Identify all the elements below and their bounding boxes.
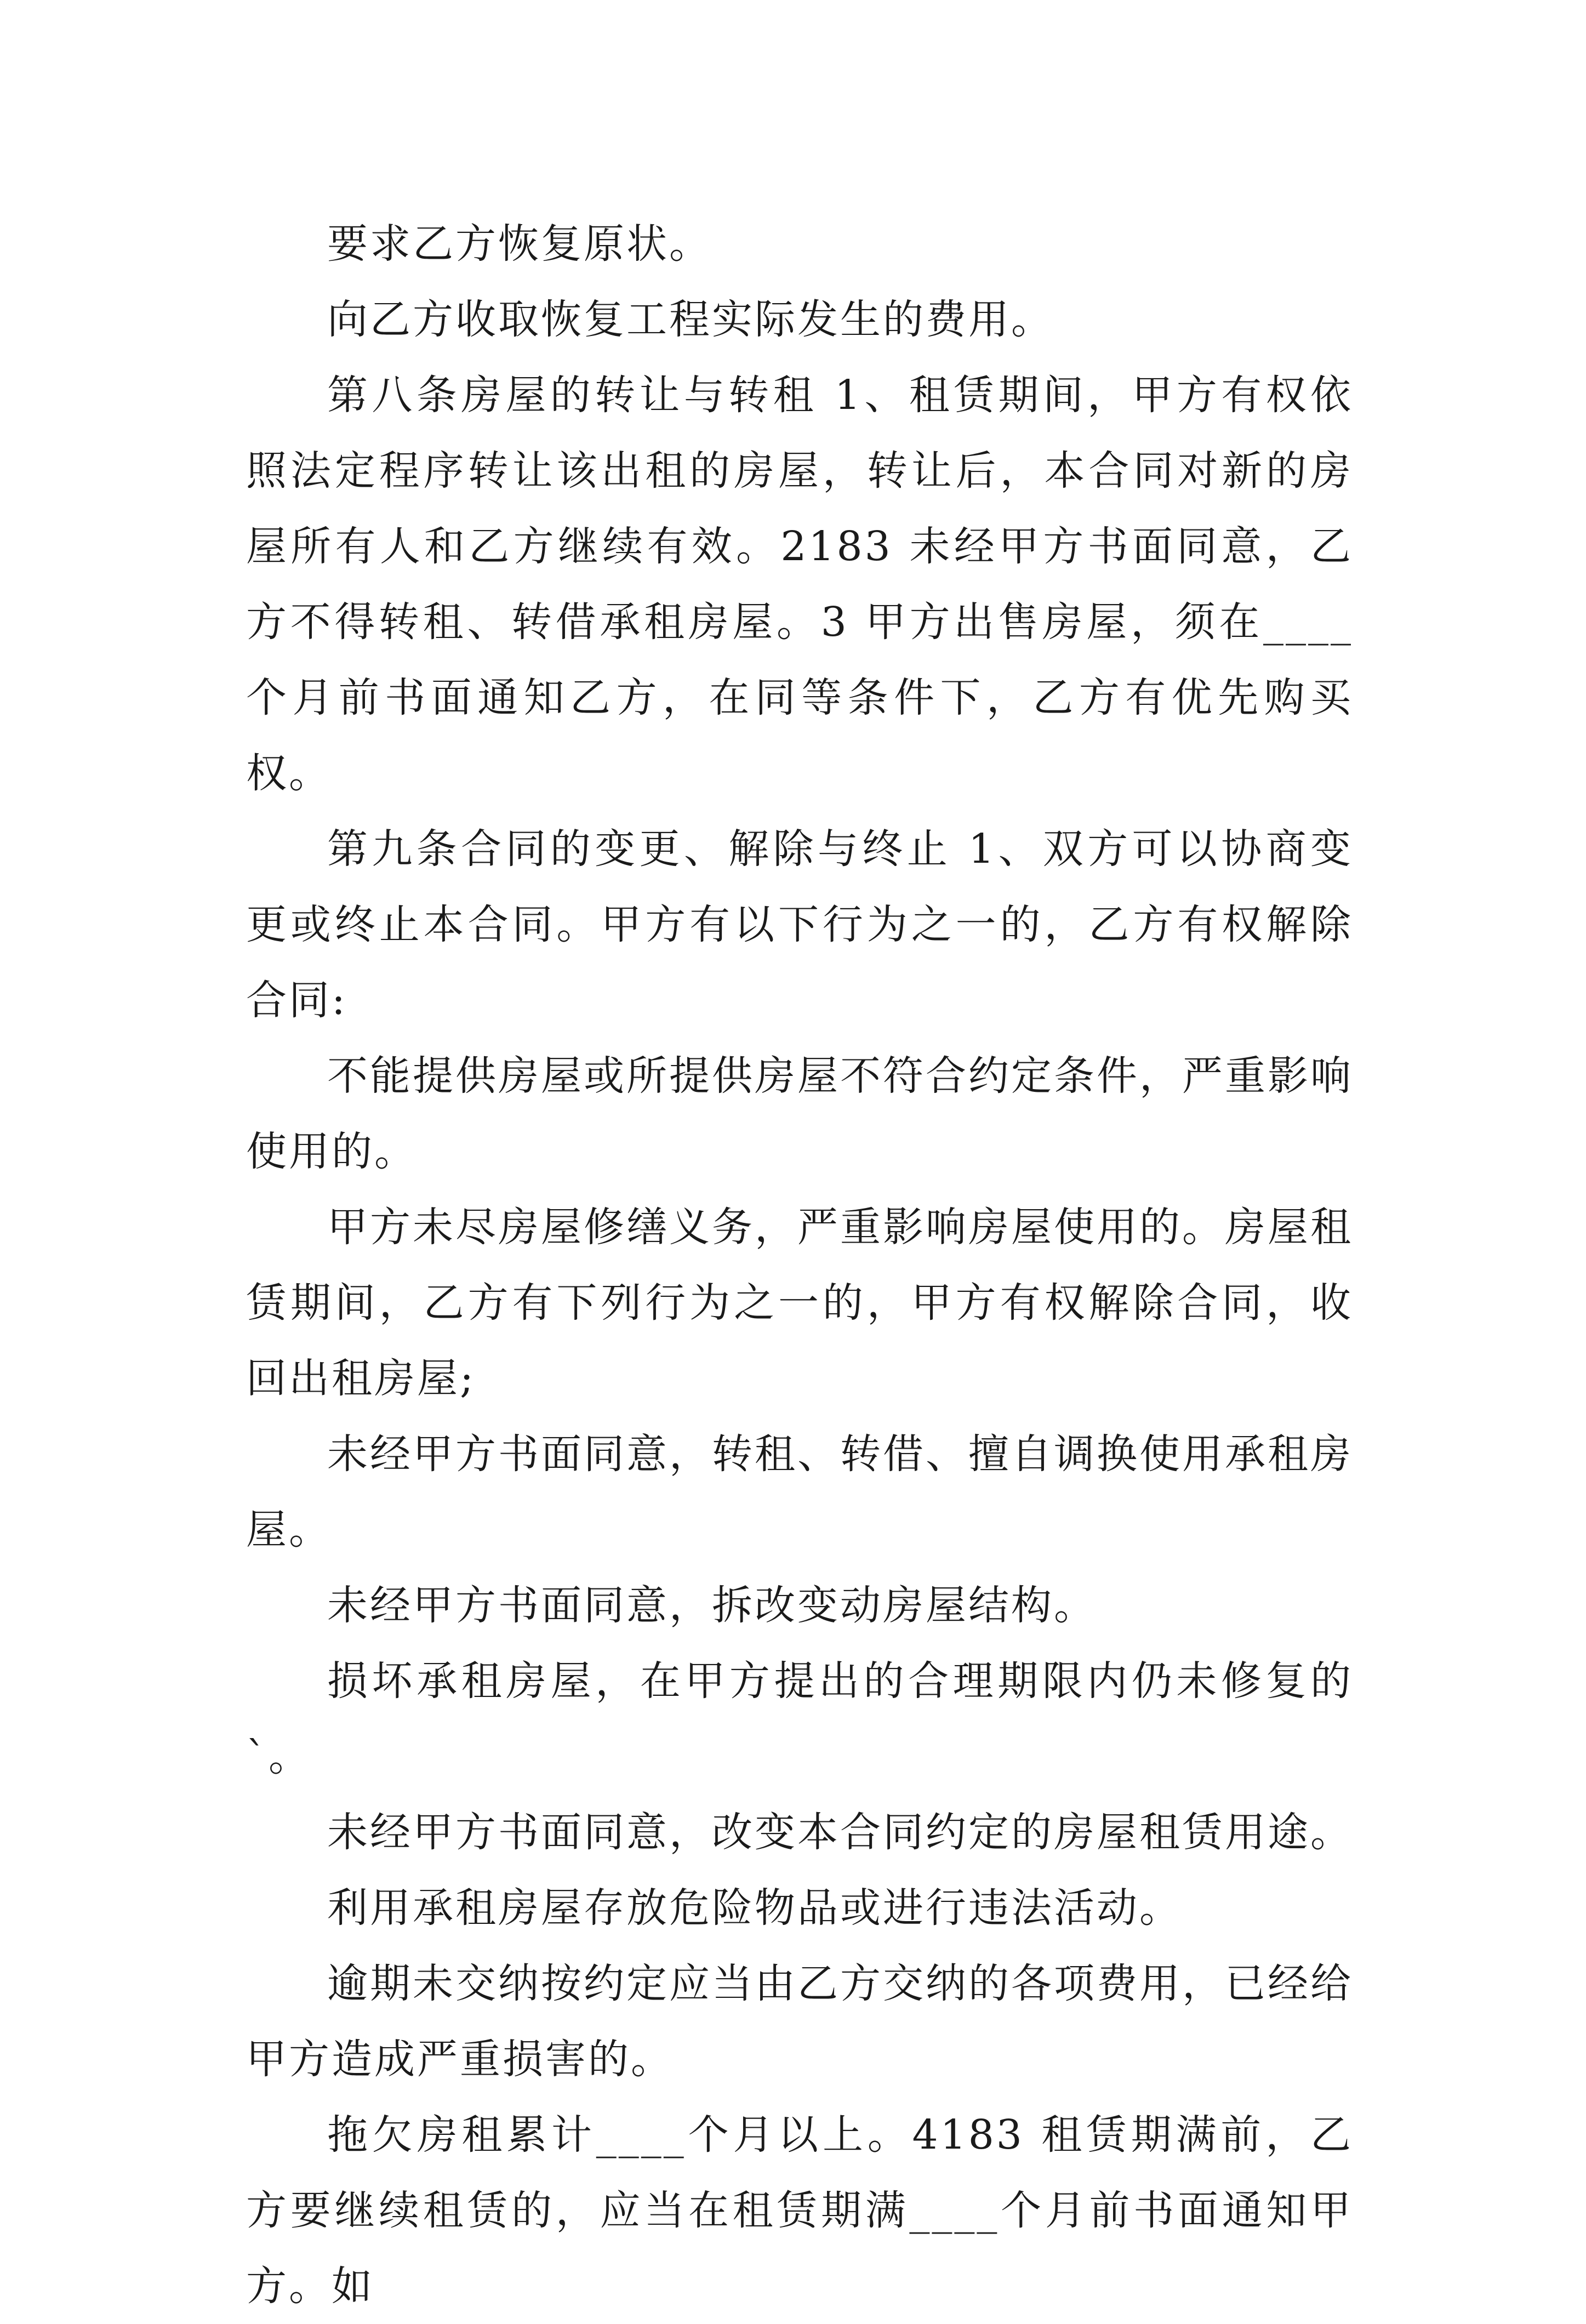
paragraph-restore-cost: 向乙方收取恢复工程实际发生的费用。 (327, 296, 1054, 343)
paragraph-rent-arrears: 拖欠房租累计____个月以上。4183 租赁期满前，乙方要继续租赁的，应当在租赁期满____个月前书面通知甲方。如 (246, 2111, 1353, 2310)
document-body (246, 206, 1353, 2324)
paragraph-no-housing: 不能提供房屋或所提供房屋不符合约定条件，严重影响使用的。 (246, 1052, 1353, 1175)
paragraph-repair-duty: 甲方未尽房屋修缮义务，严重影响房屋使用的。房屋租赁期间，乙方有下列行为之一的，甲方有权解除合同，收回出租房屋; (246, 1204, 1353, 1402)
paragraph-article-9: 第九条合同的变更、解除与终止 1、双方可以协商变更或终止本合同。甲方有以下行为之一的，乙方有权解除合同: (246, 825, 1353, 1024)
paragraph-hazardous: 利用承租房屋存放危险物品或进行违法活动。 (327, 1884, 1182, 1932)
paragraph-restore-original: 要求乙方恢复原状。 (327, 220, 712, 267)
paragraph-usage-change: 未经甲方书面同意，改变本合同约定的房屋租赁用途。 (327, 1809, 1353, 1856)
paragraph-article-8: 第八条房屋的转让与转租 1、租赁期间，甲方有权依照法定程序转让该出租的房屋，转让后，本合同对新的房屋所有人和乙方继续有效。2183 未经甲方书面同意，乙方不得转租、转借承租房屋。3 甲方出售房屋，须在____个月前书面通知乙方，在同等条件下，乙方有优先购买权。 (246, 372, 1353, 797)
paragraph-overdue-fees: 逾期未交纳按约定应当由乙方交纳的各项费用，已经给甲方造成严重损害的。 (246, 1960, 1353, 2083)
paragraph-structure-change: 未经甲方书面同意，拆改变动房屋结构。 (327, 1582, 1097, 1629)
paragraph-sublet: 未经甲方书面同意，转租、转借、擅自调换使用承租房屋。 (246, 1431, 1353, 1553)
paragraph-damage: 损坏承租房屋，在甲方提出的合理期限内仍未修复的`。 (246, 1657, 1353, 1780)
